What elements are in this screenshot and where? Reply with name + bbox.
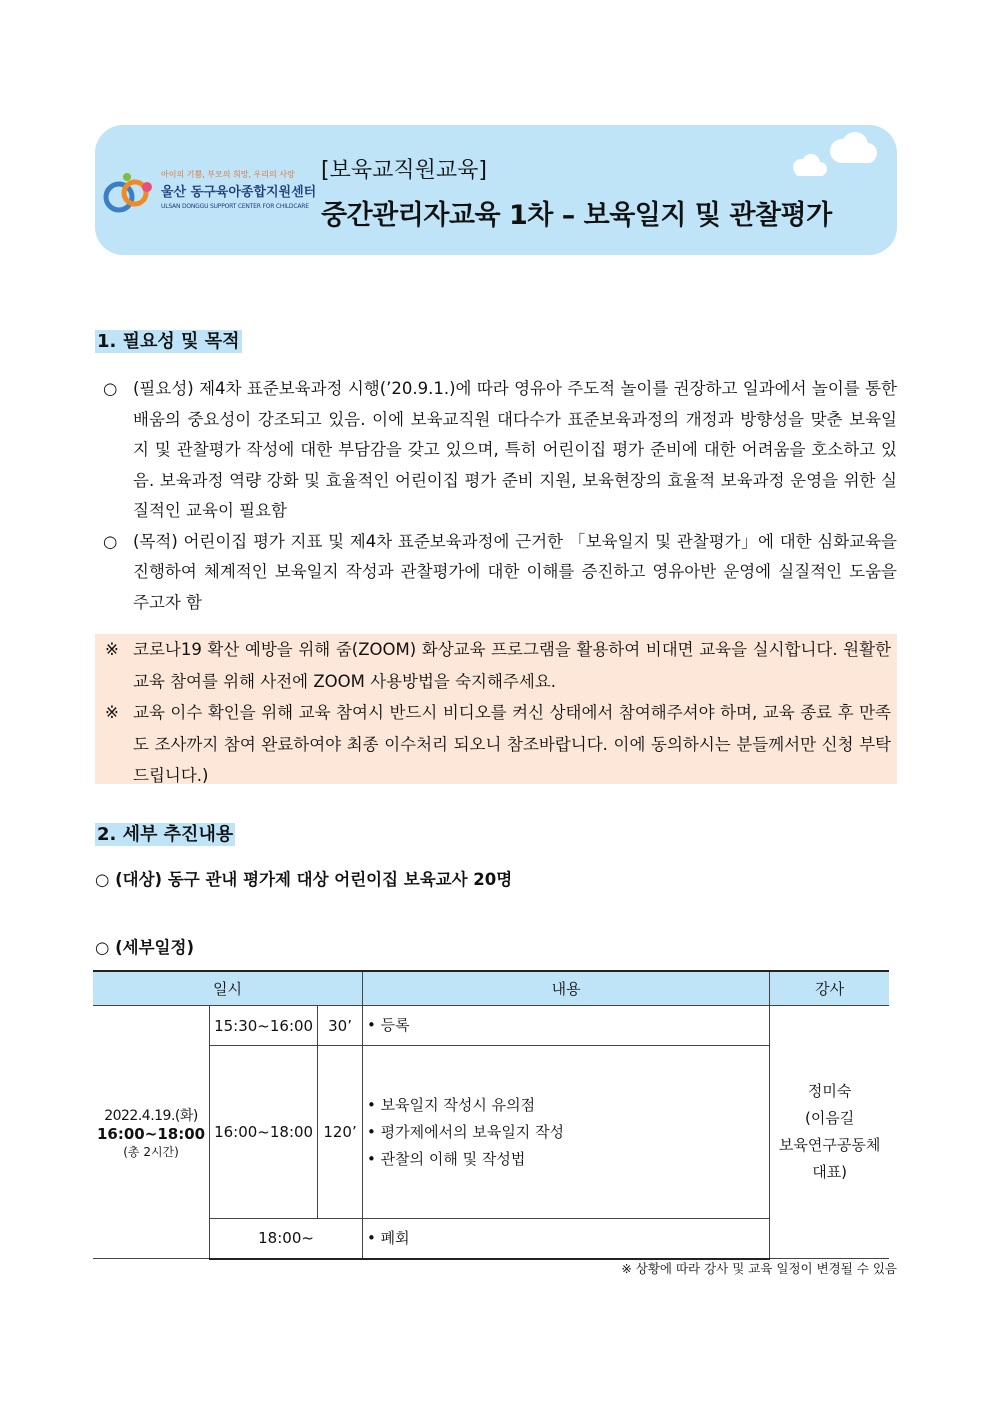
section-title-details: 2. 세부 추진내용 — [97, 824, 234, 845]
content-cell — [363, 1219, 770, 1259]
circle-bullet: ○ — [103, 531, 118, 551]
logo-english-name: ULSAN DONGGU SUPPORT CENTER FOR CHILDCARE — [161, 203, 309, 210]
document-category: [보육교직원교육] — [321, 158, 487, 183]
time-cell: 16:00~18:00 — [210, 1046, 318, 1219]
purpose-item-text: (목적) 어린이집 평가 지표 및 제4차 표준보육과정에 근거한 「보육일지 및 관찰평가」에 대한 심화교육을 진행하여 체계적인 보육일지 작성과 관찰평가에 대한 이해를 증진하고 영유아반 운영에 실질적인 도움을 주고자 함 — [133, 531, 897, 612]
time-cell: 15:30~16:00 — [210, 1006, 318, 1046]
time-range-text: 16:00~18:00 — [97, 1124, 206, 1143]
notice-item-completion — [95, 697, 897, 792]
schedule-table — [93, 970, 889, 1260]
logo-name: 울산 동구육아종합지원센터 — [161, 185, 317, 200]
header-banner — [95, 125, 897, 255]
table-row — [93, 1006, 889, 1046]
lecturer-cell — [770, 1006, 889, 1259]
purpose-item-text: (필요성) 제4차 표준보육과정 시행(’20.9.1.)에 따라 영유아 주도적 놀이를 권장하고 일과에서 놀이를 통한 배움의 중요성이 강조되고 있음. 이에 보육교직원 대다수가 표준보육과정의 개정과 방향성을 맞춘 보육일지 및 관찰평가 작성에 대한 부담감을 갖고 있으며, 특히 어린이집 평가 준비에 대한 어려움을 호소하고 있음. 보육과정 역량 강화 및 효율적인 어린이집 평가 준비 지원, 보육현장의 효율적 보육과정 운영을 위한 실질적인 교육이 필요함 — [133, 379, 897, 520]
date-cell — [93, 1006, 210, 1259]
table-row — [93, 1046, 889, 1219]
lecturer-name: 정미숙 — [807, 1082, 852, 1100]
table-row — [93, 1219, 889, 1259]
content-cell — [363, 1006, 770, 1046]
clouds-icon — [787, 129, 882, 184]
purpose-item-goal — [103, 527, 897, 619]
reference-mark: ※ — [105, 703, 119, 722]
content-item: • 관찰의 이해 및 작성법 — [367, 1149, 526, 1168]
content-item: • 등록 — [367, 1016, 410, 1034]
footnote: ※ 상황에 따라 강사 및 교육 일정이 변경될 수 있음 — [621, 1261, 897, 1276]
content-item: • 보육일지 작성시 유의점 — [367, 1095, 536, 1114]
content-item: • 폐회 — [367, 1228, 410, 1247]
logo-mark-icon — [103, 167, 155, 217]
header-datetime: 일시 — [93, 971, 363, 1006]
content-cell — [363, 1046, 770, 1219]
content-item: • 평가제에서의 보육일지 작성 — [367, 1122, 565, 1141]
center-logo — [103, 163, 317, 223]
header-content: 내용 — [363, 971, 770, 1006]
reference-mark: ※ — [105, 640, 119, 659]
section-title-purpose: 1. 필요성 및 목적 — [97, 331, 240, 352]
duration-cell: 120’ — [318, 1046, 363, 1219]
total-hours-text: (총 2시간) — [123, 1144, 179, 1159]
header-lecturer: 강사 — [770, 971, 889, 1006]
notice-box — [95, 634, 897, 784]
notice-item-zoom — [95, 634, 897, 697]
purpose-list — [103, 374, 897, 618]
time-cell: 18:00~ — [210, 1219, 363, 1259]
lecturer-org-line: 보육연구공동체 — [778, 1136, 881, 1154]
table-header-row — [93, 971, 889, 1006]
target-line: ○ (대상) 동구 관내 평가제 대상 어린이집 보육교사 20명 — [95, 870, 513, 889]
circle-bullet: ○ — [103, 379, 118, 398]
notice-text: 교육 이수 확인을 위해 교육 참여시 반드시 비디오를 켜신 상태에서 참여해주셔야 하며, 교육 종료 후 만족도 조사까지 참여 완료하여야 최종 이수처리 되오니 참조바랍니다. 이에 동의하시는 분들께서만 신청 부탁드립니다.) — [133, 703, 891, 785]
lecturer-org-line: 대표) — [812, 1163, 848, 1181]
notice-text: 코로나19 확산 예방을 위해 줌(ZOOM) 화상교육 프로그램을 활용하여 비대면 교육을 실시합니다. 원활한 교육 참여를 위해 사전에 ZOOM 사용방법을 숙지해주세요. — [133, 640, 891, 691]
document-title: 중간관리자교육 1차 – 보육일지 및 관찰평가 — [321, 200, 832, 231]
duration-cell: 30’ — [318, 1006, 363, 1046]
date-text: 2022.4.19.(화) — [104, 1107, 198, 1124]
logo-slogan: 아이의 기쁨, 부모의 희망, 우리의 사랑 — [161, 170, 295, 179]
purpose-item-necessity — [103, 374, 897, 527]
lecturer-org-line: (이음길 — [804, 1109, 855, 1127]
schedule-label: ○ (세부일정) — [95, 938, 194, 957]
